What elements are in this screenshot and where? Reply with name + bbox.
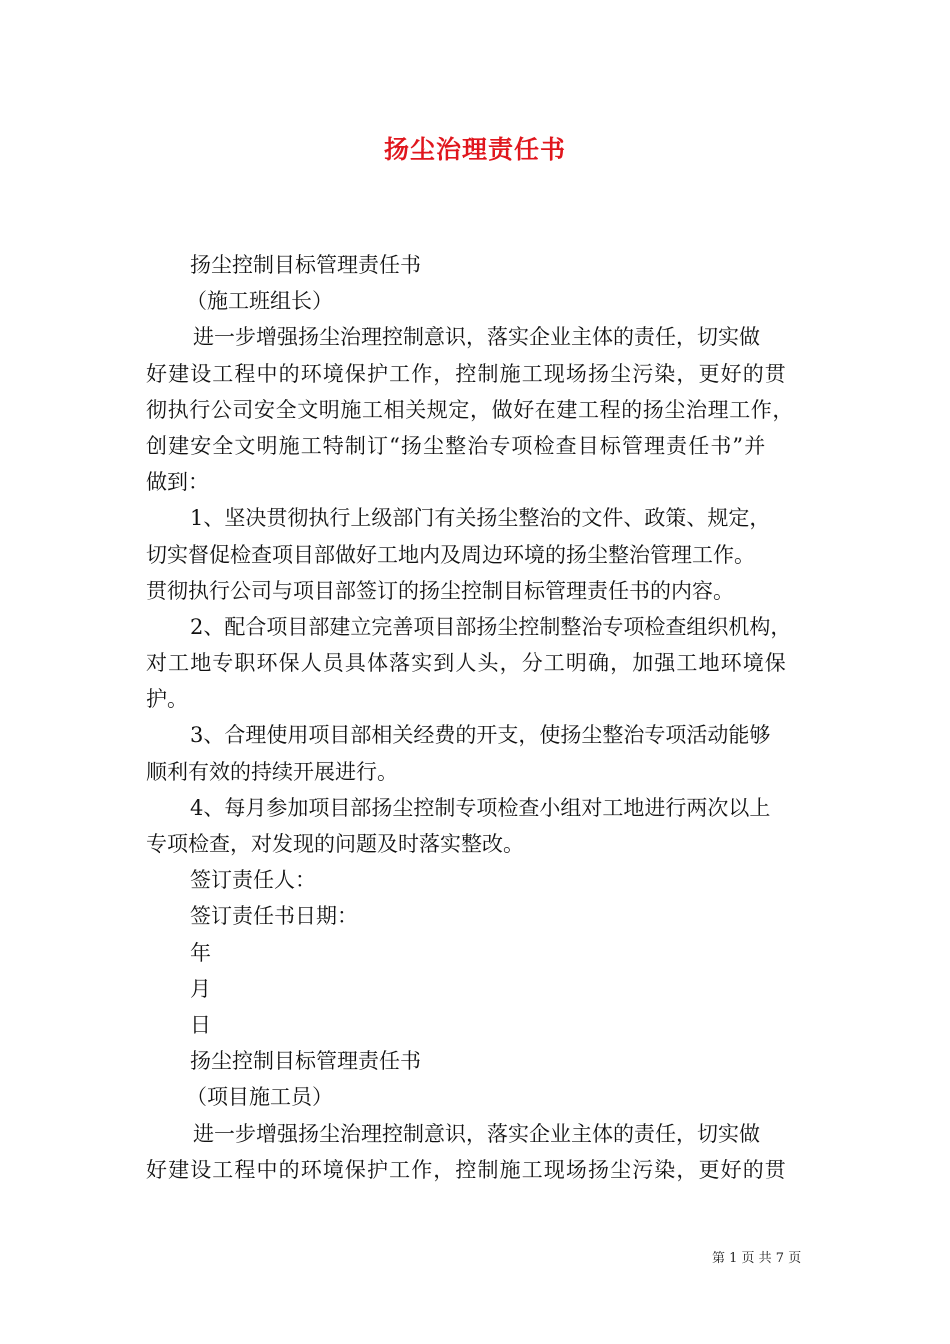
list-item-line: 顺利有效的持续开展进行。 <box>146 759 398 784</box>
document-body <box>146 247 811 1188</box>
paragraph-line: 创建安全文明施工特制订“扬尘整治专项检查目标管理责任书”并 <box>146 433 767 458</box>
date-day-label: 日 <box>190 1012 211 1037</box>
date-month-label: 月 <box>190 976 211 1001</box>
signatory-label: 签订责任人： <box>190 868 316 893</box>
section-heading: 扬尘控制目标管理责任书 <box>190 1049 421 1074</box>
list-item-line: 专项检查，对发现的问题及时落实整改。 <box>146 832 524 856</box>
date-year-label: 年 <box>190 940 211 965</box>
page-indicator: 第 1 页 共 7 页 <box>712 1251 802 1266</box>
list-item-line: 护。 <box>146 687 188 712</box>
paragraph-line: 做到： <box>146 470 209 495</box>
paragraph-line: 好建设工程中的环境保护工作，控制施工现场扬尘污染，更好的贯 <box>146 361 787 386</box>
list-item-line: 4、每月参加项目部扬尘控制专项检查小组对工地进行两次以上 <box>190 795 771 820</box>
paragraph-line: 进一步增强扬尘治理控制意识，落实企业主体的责任，切实做 <box>193 1121 760 1146</box>
list-item-line: 3、合理使用项目部相关经费的开支，使扬尘整治专项活动能够 <box>190 723 771 748</box>
document-title: 扬尘治理责任书 <box>383 135 566 164</box>
list-item-line: 对工地专职环保人员具体落实到人头，分工明确，加强工地环境保 <box>146 651 787 676</box>
sign-date-label: 签订责任书日期： <box>190 904 358 929</box>
paragraph-line: 好建设工程中的环境保护工作，控制施工现场扬尘污染，更好的贯 <box>146 1157 787 1182</box>
paragraph-line: 彻执行公司安全文明施工相关规定，做好在建工程的扬尘治理工作， <box>146 397 794 422</box>
list-item-line: 1、坚决贯彻执行上级部门有关扬尘整治的文件、政策、规定， <box>190 506 771 531</box>
list-item-line: 切实督促检查项目部做好工地内及周边环境的扬尘整治管理工作。 <box>146 542 755 567</box>
section-role: （施工班组长） <box>186 289 333 314</box>
paragraph-line: 进一步增强扬尘治理控制意识，落实企业主体的责任，切实做 <box>193 325 760 350</box>
section-heading: 扬尘控制目标管理责任书 <box>190 253 421 277</box>
section-role: （项目施工员） <box>186 1085 333 1110</box>
list-item-line: 2、配合项目部建立完善项目部扬尘控制整治专项检查组织机构， <box>190 614 792 639</box>
list-item-line: 贯彻执行公司与项目部签订的扬尘控制目标管理责任书的内容。 <box>146 578 734 603</box>
